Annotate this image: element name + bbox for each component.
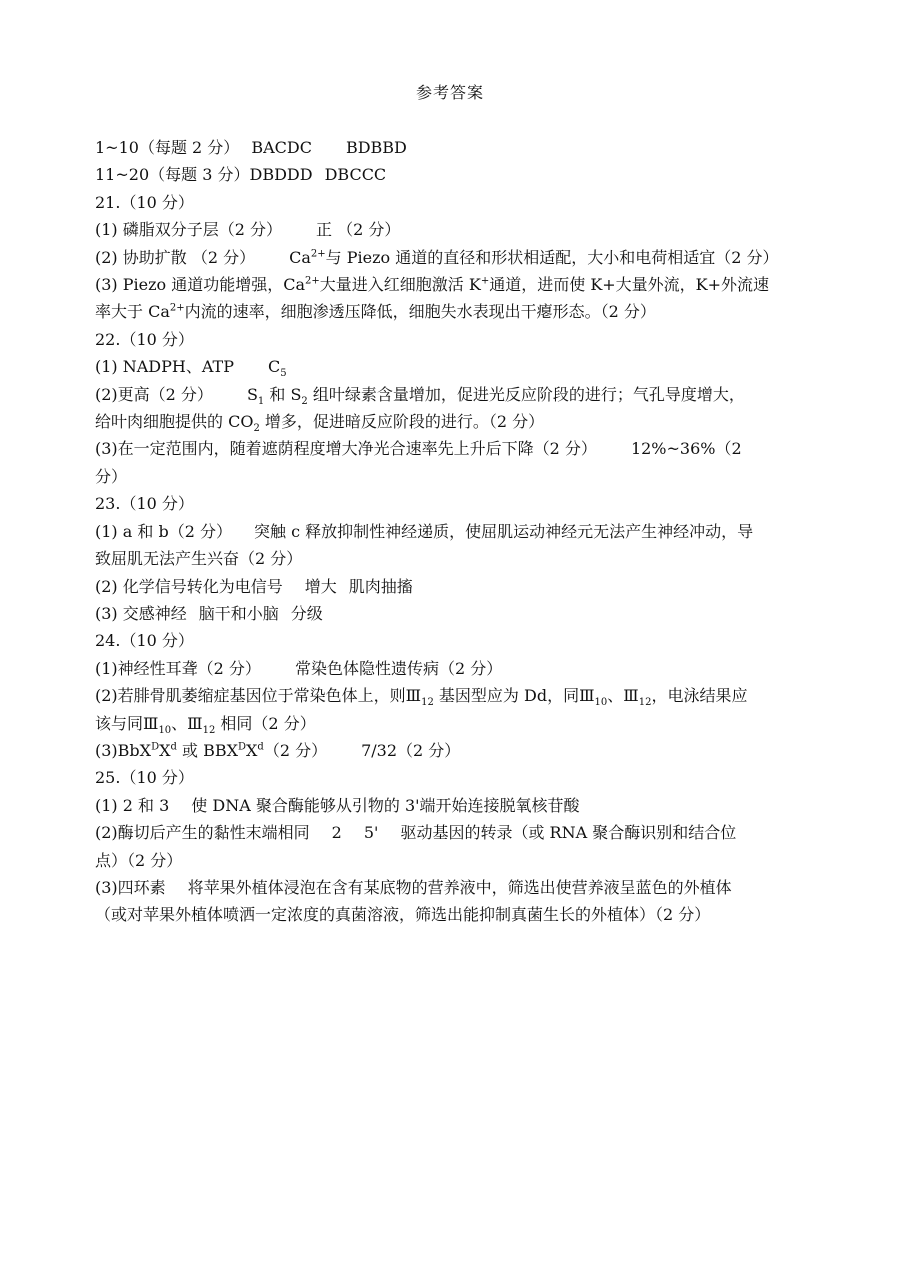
q24-part1 <box>95 655 825 682</box>
q25-p2-answer-d: 驱动基因的转录（或 RNA 聚合酶识别和结合位 <box>400 823 737 843</box>
q23-part2 <box>95 573 825 600</box>
q21-header: 21.（10 分） <box>95 192 194 212</box>
q24-p2-sub: 12 <box>638 697 652 709</box>
q22-part2-line1 <box>95 381 825 408</box>
q24-part2-line2 <box>95 710 825 737</box>
q22-p1-answer-b: C <box>267 357 281 377</box>
mc-answers-1-10 <box>95 134 825 161</box>
q22-p2-text: 给叶肉细胞提供的 CO <box>95 412 254 432</box>
q25-p3-answer: (3)四环素 <box>95 877 166 897</box>
q22-p1-answer: (1) NADPH、ATP <box>95 357 234 377</box>
q24-part3 <box>95 737 825 764</box>
q24-p2-sub: 12 <box>421 697 434 709</box>
q22-p2-sub: 2 <box>301 395 308 407</box>
q25-part3-line2: （或对苹果外植体喷洒一定浓度的真菌溶液，筛选出能抑制真菌生长的外植体）（2 分） <box>95 905 711 925</box>
q24-p3-answer-b: 7/32（2 分） <box>361 740 461 760</box>
q24-p2-text: ，电泳结果应 <box>651 686 748 706</box>
q25-part2-line1 <box>95 819 825 846</box>
q21-p2-ca: Ca <box>289 247 311 267</box>
page-title: 参考答案 <box>415 83 484 102</box>
q24-p2-text: 、Ⅲ <box>171 713 203 733</box>
q25-part2-line2: 点）（2 分） <box>95 850 183 870</box>
q23-p1-answer: (1) a 和 b（2 分） <box>95 521 232 541</box>
q21-part3-line2 <box>95 298 825 325</box>
q22-part1 <box>95 353 825 380</box>
q24-p3-sup: D <box>237 741 247 753</box>
mc1-answers-a: BACDC <box>251 138 312 157</box>
q21-p2-answer: (2) 协助扩散 （2 分） <box>95 247 256 267</box>
q24-p3-sup: D <box>151 741 160 753</box>
q22-p2-answer: (2)更高（2 分） <box>95 384 213 404</box>
q24-p2-text: (2)若腓骨肌萎缩症基因位于常染色体上，则Ⅲ <box>95 686 422 706</box>
q25-part1 <box>95 792 825 819</box>
q22-p3-answer-b: 12%~36%（2 <box>630 439 742 459</box>
mc1-label: 1~10（每题 2 分） <box>95 138 240 157</box>
mc2-label: 11~20（每题 3 分） <box>95 165 250 185</box>
q24-p3-sup: d <box>170 741 177 753</box>
q22-p2-text: 组叶绿素含量增加，促进光反应阶段的进行；气孔导度增大， <box>307 384 745 404</box>
q24-part2-line1 <box>95 682 825 709</box>
q22-header: 22.（10 分） <box>95 329 194 349</box>
q23-p3-answer-c: 分级 <box>290 603 323 623</box>
q24-p2-text: 、Ⅲ <box>607 686 639 706</box>
q24-p3-text: （2 分） <box>263 740 328 760</box>
q21-p3-text: 大量进入红细胞激活 K <box>319 275 481 295</box>
q21-part3-line1 <box>95 271 825 298</box>
q21-p2-rest: 与 Piezo 通道的直径和形状相适配，大小和电荷相适宜（2 分） <box>325 247 779 267</box>
q21-p3-sup: 2+ <box>169 303 185 315</box>
q21-p3-text: (3) Piezo 通道功能增强，Ca <box>95 275 306 295</box>
q24-p2-sub: 10 <box>158 724 172 736</box>
q23-part1-line1 <box>95 518 825 545</box>
q22-p2-text: 和 S <box>264 384 302 404</box>
q23-p1-answer-b: 突触 c 释放抑制性神经递质，使屈肌运动神经元无法产生神经冲动，导 <box>253 521 754 541</box>
q25-p1-answer: (1) 2 和 3 <box>95 795 170 815</box>
q24-p2-sub: 10 <box>594 697 608 709</box>
q23-p3-answer: (3) 交感神经 <box>95 603 187 623</box>
q23-p2-answer-c: 肌肉抽搐 <box>348 576 413 596</box>
q25-p2-answer-b: 2 <box>331 823 342 843</box>
q24-p2-text: 基因型应为 Dd，同Ⅲ <box>433 686 595 706</box>
q23-part3 <box>95 600 825 627</box>
q25-p2-answer-c: 5' <box>363 823 379 843</box>
q25-p3-answer-b: 将苹果外植体浸泡在含有某底物的营养液中，筛选出使营养液呈蓝色的外植体 <box>187 877 732 897</box>
q21-p3-text: 通道，进而使 K+大量外流，K+外流速 <box>489 275 770 295</box>
q22-p2-sub: 1 <box>257 395 265 407</box>
q24-p3-text: X <box>246 740 258 760</box>
q22-part2-line2 <box>95 408 825 435</box>
q24-p1-answer-b: 常染色体隐性遗传病（2 分） <box>294 658 503 678</box>
mc1-answers-b: BDBBD <box>345 138 407 157</box>
q21-p3-text: 内流的速率，细胞渗透压降低，细胞失水表现出干瘪形态。（2 分） <box>184 302 656 322</box>
q24-p2-sub: 12 <box>202 724 216 736</box>
q24-p3-text: X <box>159 740 171 760</box>
q23-p3-answer-b: 脑干和小脑 <box>198 603 279 623</box>
q25-p1-answer-b: 使 DNA 聚合酶能够从引物的 3'端开始连接脱氧核苷酸 <box>191 795 580 815</box>
answer-content <box>95 134 825 929</box>
q24-header: 24.（10 分） <box>95 631 194 651</box>
q23-header: 23.（10 分） <box>95 494 194 514</box>
q24-p1-answer: (1)神经性耳聋（2 分） <box>95 658 261 678</box>
q21-p3-sup: + <box>480 275 490 287</box>
mc-answers-11-20 <box>95 161 825 188</box>
q22-p1-sub: 5 <box>280 368 287 380</box>
q25-part3-line1 <box>95 874 825 901</box>
q24-p3-text: (3)BbX <box>95 740 152 760</box>
q21-p3-text: 率大于 Ca <box>95 302 170 322</box>
q22-p2-sub: 2 <box>253 423 260 435</box>
q21-part1 <box>95 216 825 243</box>
q23-p2-answer: (2) 化学信号转化为电信号 <box>95 576 283 596</box>
q22-p2-text: S <box>246 384 258 404</box>
q21-p3-sup: 2+ <box>305 275 320 287</box>
q21-part2 <box>95 244 825 271</box>
q21-p2-sup: 2+ <box>310 248 326 260</box>
q23-part1-line2: 致屈肌无法产生兴奋（2 分） <box>95 549 303 569</box>
q24-p3-sup: d <box>257 741 264 753</box>
q22-part3-line1 <box>95 435 825 462</box>
mc2-answers-b: DBCCC <box>324 165 387 185</box>
q25-header: 25.（10 分） <box>95 768 194 788</box>
q24-p2-text: 相同（2 分） <box>215 713 316 733</box>
q21-p1-answer: (1) 磷脂双分子层（2 分） <box>95 220 283 240</box>
q25-p2-answer: (2)酶切后产生的黏性末端相同 <box>95 823 310 843</box>
q24-p2-text: 该与同Ⅲ <box>95 713 159 733</box>
q23-p2-answer-b: 增大 <box>304 576 337 596</box>
q22-part3-line2: 分） <box>95 466 128 486</box>
q22-p3-answer: (3)在一定范围内，随着遮荫程度增大净光合速率先上升后下降（2 分） <box>95 439 597 459</box>
mc2-answers-a: DBDDD <box>249 165 313 185</box>
q21-p1-answer-b: 正 （2 分） <box>316 220 401 240</box>
q24-p3-text: 或 BBX <box>176 740 238 760</box>
q22-p2-text: 增多，促进暗反应阶段的进行。（2 分） <box>259 412 545 432</box>
